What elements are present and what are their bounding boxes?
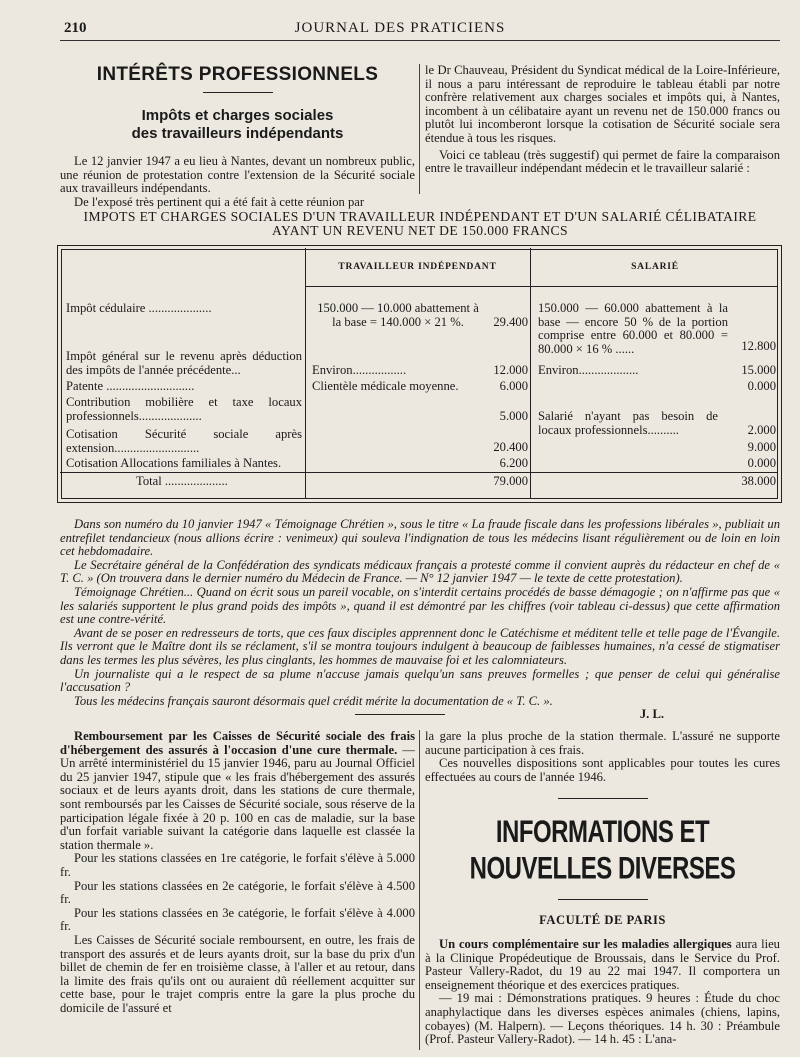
- commentary-paragraph-1: Dans son numéro du 10 janvier 1947 « Témoignage Chrétien », sous le titre « La fraude fiscale dans les professions libérales », publiait un entrefilet tendancieux (nous allions écrire : venimeux) qui souleva l'indignation de tous les médecins lisant régulièrement ou de loin en loin cet hebdomadaire.: [60, 517, 780, 559]
- commentary-paragraph-4: Avant de se poser en redresseurs de torts, que ces faux disciples apprennent donc le Catéchisme et méditent telle et telle page de l'Évangile. Ils verront que le Maître dont ils se réclament, s'il se montra toujours indulgent à beaucoup de faiblesses humaines, n'a cessé de stigmatiser dans les termes les plus sévères, les plus cinglants, les hommes de mauvaise foi et les calomniateurs.: [60, 625, 780, 667]
- salarie-value-contribution: 2.000: [747, 423, 776, 437]
- journal-title: JOURNAL DES PRATICIENS: [294, 20, 506, 36]
- course-paragraph-2: — 19 mai : Démonstrations pratiques. 9 heures : Étude du choc anaphylactique dans les diverses espèces animales (chiens, lapins, cobayes) (M. Halpern). — Leçons théoriques. 14 h. 30 : Préambule (Prof. Pasteur Vallery-Radot). — 14 h. 45 : L'ana-: [425, 991, 780, 1047]
- intro-paragraph-2: De l'exposé très pertinent qui a été fait à cette réunion par: [74, 194, 365, 209]
- column-header-salarie: SALARIÉ: [631, 262, 679, 272]
- intro-right-paragraph-2: Voici ce tableau (très suggestif) qui permet de faire la comparaison entre le travailleur indépendant médecin et le travailleur salarié :: [425, 147, 780, 176]
- section-title-rule: [203, 92, 273, 93]
- section-title-informations: INFORMATIONS ET NOUVELLES DIVERSES: [469, 814, 736, 887]
- row-label-impot-cedulaire: Impôt cédulaire ....................: [66, 301, 212, 315]
- section-title-interets: INTÉRÊTS PROFESSIONNELS: [96, 64, 379, 85]
- faculty-heading: FACULTÉ DE PARIS: [539, 913, 666, 928]
- row-label-impot-general: Impôt général sur le revenu après déduction des impôts de l'année précédente...: [66, 349, 302, 377]
- info-top-rule: [558, 798, 648, 799]
- intro-right-column: [425, 64, 780, 176]
- indep-value-patente: 6.000: [499, 379, 528, 393]
- row-label-patente: Patente ............................: [66, 380, 195, 393]
- indep-value-total: 79.000: [493, 474, 528, 488]
- dispositions-paragraph: Ces nouvelles dispositions sont applicables pour toutes les cures effectuées au cours de l'année 1946.: [425, 756, 780, 784]
- row-label-total: Total ....................: [136, 475, 228, 488]
- salarie-value-securite-sociale: 9.000: [747, 440, 776, 454]
- indep-value-securite-sociale: 20.400: [493, 440, 528, 454]
- salarie-value-allocations: 0.000: [747, 456, 776, 470]
- column-header-independant: TRAVAILLEUR INDÉPENDANT: [338, 262, 497, 272]
- table-caption-line1: IMPOTS ET CHARGES SOCIALES D'UN TRAVAILLEUR INDÉPENDANT ET D'UN SALARIÉ CÉLIBATAIRE: [83, 209, 757, 224]
- commentary-paragraph-2: Le Secrétaire général de la Confédération des syndicats médicaux français a protesté comme il convient auprès du rédacteur en chef de « T. C. » (On trouvera dans le dernier numéro du Médecin de France. — N° 12 janvier 1947 — le texte de cette protestation).: [60, 557, 780, 586]
- remboursement-text: — Un arrêté interministériel du 15 janvier 1946, paru au Journal Officiel du 25 janvier 1947, stipule que « les frais d'hébergement des assurés sociaux et de leurs ayants droit, dans les stations de cure thermale, sont remboursés par les Caisses de Sécurité sociale, sous réserve de la participation légale fixée à 20 p. 100 en cas de maladie, sur la base d'un forfait variable suivant la catégorie dans laquelle est classée la station thermale ».: [60, 742, 415, 852]
- course-paragraph-1: [425, 938, 780, 992]
- indep-value-cedulaire: 29.400: [493, 315, 528, 329]
- commentary-paragraph-5: Un journaliste qui a le respect de sa plume n'accuse jamais quelqu'un sans preuves formelles ; que penser de celui qui généralise l'accusation ?: [60, 666, 780, 695]
- remboursement-continued: la gare la plus proche de la station thermale. L'assuré ne supporte aucune participation à ces frais.: [425, 729, 780, 757]
- row-label-contribution: Contribution mobilière et taxe locaux professionnels....................: [66, 395, 302, 423]
- bottom-right-column: [425, 730, 780, 1047]
- column-divider-bottom: [419, 730, 420, 1050]
- indep-value-contribution: 5.000: [499, 409, 528, 423]
- remboursement-paragraph-1: [60, 730, 415, 852]
- intro-left-column: [60, 64, 415, 209]
- forfait-3e-categorie: Pour les stations classées en 3e catégorie, le forfait s'élève à 4.000 fr.: [60, 905, 415, 934]
- indep-value-allocations: 6.200: [499, 456, 528, 470]
- separator-rule: [355, 714, 445, 715]
- indep-detail-patente: Clientèle médicale moyenne.: [312, 379, 459, 393]
- table-caption-line2: AYANT UN REVENU NET DE 150.000 FRANCS: [272, 223, 568, 238]
- remboursement-heading: Remboursement par les Caisses de Sécurité sociale des frais d'hébergement des assurés à l'occasion d'une cure thermale.: [60, 729, 415, 757]
- bottom-left-column: [60, 730, 415, 1015]
- info-bottom-rule: [558, 899, 648, 900]
- table-header-rule: [305, 286, 777, 287]
- column-divider-top: [419, 64, 420, 194]
- page-number: 210: [64, 20, 87, 36]
- course-heading: Un cours complémentaire sur les maladies allergiques: [439, 936, 732, 951]
- table-total-rule: [60, 472, 777, 473]
- salarie-detail-cedulaire: 150.000 — 60.000 abattement à la base — encore 50 % de la portion comprise entre 60.000 et 80.000 = 80.000 × 16 % ......: [538, 301, 728, 356]
- row-label-securite-sociale: Cotisation Sécurité sociale après extension...........................: [66, 427, 302, 455]
- intro-right-paragraph-1: le Dr Chauveau, Président du Syndicat médical de la Loire-Inférieure, il nous a paru intéressant de reproduire le tableau établi par notre confrère relativement aux charges sociales et impôts qui, à Nantes, incombent à un célibataire ayant un revenu net de 150.000 francs ou plutôt lui incomberont lorsque la cotisation de Sécurité sociale sera étendue à tous les risques.: [425, 63, 780, 145]
- indep-detail-general: Environ.................: [312, 364, 407, 377]
- article-subtitle-line1: Impôts et charges sociales: [141, 107, 334, 124]
- salarie-value-patente: 0.000: [747, 379, 776, 393]
- commentary-block: [60, 518, 780, 722]
- salarie-value-general: 15.000: [741, 363, 776, 377]
- course-text: aura lieu à la Clinique Propédeutique de Broussais, dans le Service du Prof. Pasteur Vallery-Radot, du 19 au 22 mai 1947. Il comportera un enseignement théorique et des exercices pratiques.: [425, 936, 780, 992]
- article-subtitle-line2: des travailleurs indépendants: [131, 125, 344, 142]
- forfait-1re-categorie: Pour les stations classées en 1re catégorie, le forfait s'élève à 5.000 fr.: [60, 851, 415, 879]
- header-rule: [60, 40, 780, 41]
- commentary-paragraph-3: Témoignage Chrétien... Quand on écrit sous un pareil vocable, on s'interdit certains procédés de basse démagogie ; on n'affirme pas que « les salariés supportent le plus grand poids des impôts », quand il est démontré par les chiffres (voir tableau ci-dessus) que cette affirmation est une contre-vérité.: [60, 584, 780, 627]
- salarie-detail-general: Environ...................: [538, 364, 639, 377]
- indep-detail-cedulaire: 150.000 — 10.000 abattement à la base = 140.000 × 21 %.: [317, 301, 479, 329]
- salarie-value-cedulaire: 12.800: [741, 339, 776, 353]
- salarie-value-total: 38.000: [741, 474, 776, 488]
- indep-value-general: 12.000: [493, 363, 528, 377]
- commentary-signature: J. L.: [639, 707, 664, 722]
- row-label-allocations: Cotisation Allocations familiales à Nantes.: [66, 456, 282, 470]
- intro-paragraph-1: Le 12 janvier 1947 a eu lieu à Nantes, devant un nombreux public, une réunion de protestation contre l'extension de la Sécurité sociale aux travailleurs indépendants.: [60, 154, 415, 196]
- commentary-paragraph-6: Tous les médecins français sauront désormais quel crédit mérite la documentation de « T. C. ».: [74, 693, 553, 708]
- frais-transport-paragraph: Les Caisses de Sécurité sociale remboursent, en outre, les frais de transport des assurés et de leurs ayants droit, sur la base du prix d'un billet de chemin de fer en troisième classe, à l'aller et au retour, dans la limite des frais qu'ils ont ou auraient dû réellement acquitter sur cette base, pour le trajet compris entre la gare la plus proche du domicile de l'assuré et: [60, 932, 415, 1015]
- salarie-detail-contribution: Salarié n'ayant pas besoin de locaux professionnels..........: [538, 409, 718, 437]
- forfait-2e-categorie: Pour les stations classées en 2e catégorie, le forfait s'élève à 4.500 fr.: [60, 878, 415, 907]
